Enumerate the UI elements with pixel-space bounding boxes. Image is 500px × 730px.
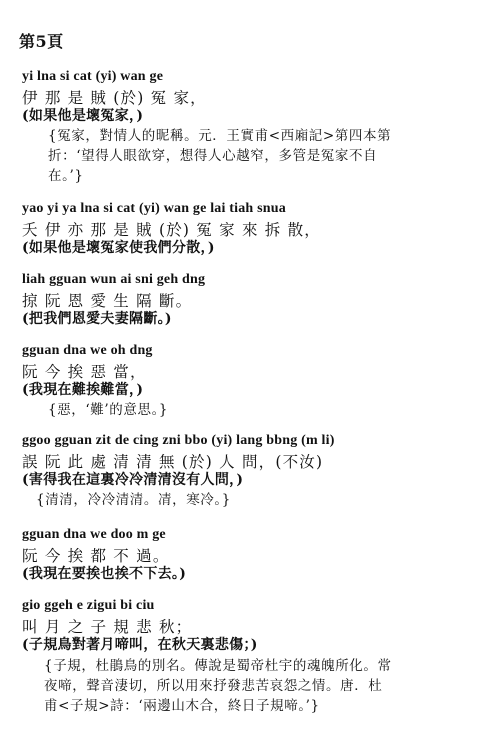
hanzi-line: 叫 月 之 子 規 悲 秋； [22,618,193,636]
annotation-line: {冤家，對情人的昵稱。元．王實甫<西廂記>第四本第 [48,128,392,144]
annotation-line: 甫<子規>詩：‘兩邊山木合，終日子規啼。’} [44,698,320,714]
romanization-line: yi lna si cat (yi) wan ge [22,69,164,84]
romanization-line: gguan dna we oh dng [22,343,153,358]
annotation-line: 折：‘望得人眼欲穿，想得人心越窄，多管是冤家不自 [48,148,378,164]
annotation-line: 在。’} [48,168,84,184]
romanization-line: yao yi ya lna si cat (yi) wan ge lai tiah snua [22,201,286,216]
hanzi-line: 阮 今 挨 都 不 過。 [22,547,170,565]
hanzi-line: 夭 伊 亦 那 是 賊 (於) 冤 家 來 拆 散， [22,221,321,239]
translation-line: (子規鳥對著月啼叫，在秋天裏悲傷；) [22,637,258,653]
annotation-line: {子規，杜鵑鳥的別名。傳說是蜀帝杜宇的魂魄所化。常 [44,658,392,674]
annotation-line: {清清，冷冷清清。凊，寒冷。} [36,492,231,508]
hanzi-line: 阮 今 挨 惡 當， [22,363,147,381]
romanization-line: ggoo gguan zit de cing zni bbo (yi) lang bbng (m li) [22,433,335,448]
annotation-line: 夜啼，聲音淒切，所以用來抒發悲苦哀怨之情。唐．杜 [44,678,383,694]
hanzi-line: 伊 那 是 賊 (於) 冤 家， [22,89,207,107]
hanzi-line: 誤 阮 此 處 清 清 無 (於) 人 問，(不汝) [22,453,324,471]
romanization-line: gio ggeh e zigui bi ciu [22,598,155,613]
translation-line: (害得我在這裏冷冷清清沒有人問，) [22,472,244,488]
translation-line: (把我們恩愛夫妻隔斷。) [22,311,172,327]
romanization-line: gguan dna we doo m ge [22,527,166,542]
translation-line: (如果他是壞冤家使我們分散，) [22,240,215,256]
translation-line: (我現在要挨也挨不下去。) [22,566,187,582]
hanzi-line: 掠 阮 恩 愛 生 隔 斷。 [22,292,193,310]
romanization-line: liah gguan wun ai sni geh dng [22,272,206,287]
translation-line: (我現在難挨難當，) [22,382,144,398]
translation-line: (如果他是壞冤家，) [22,108,144,124]
page-title: 第5頁 [19,32,64,51]
annotation-line: {惡，‘難’的意思。} [48,402,169,418]
